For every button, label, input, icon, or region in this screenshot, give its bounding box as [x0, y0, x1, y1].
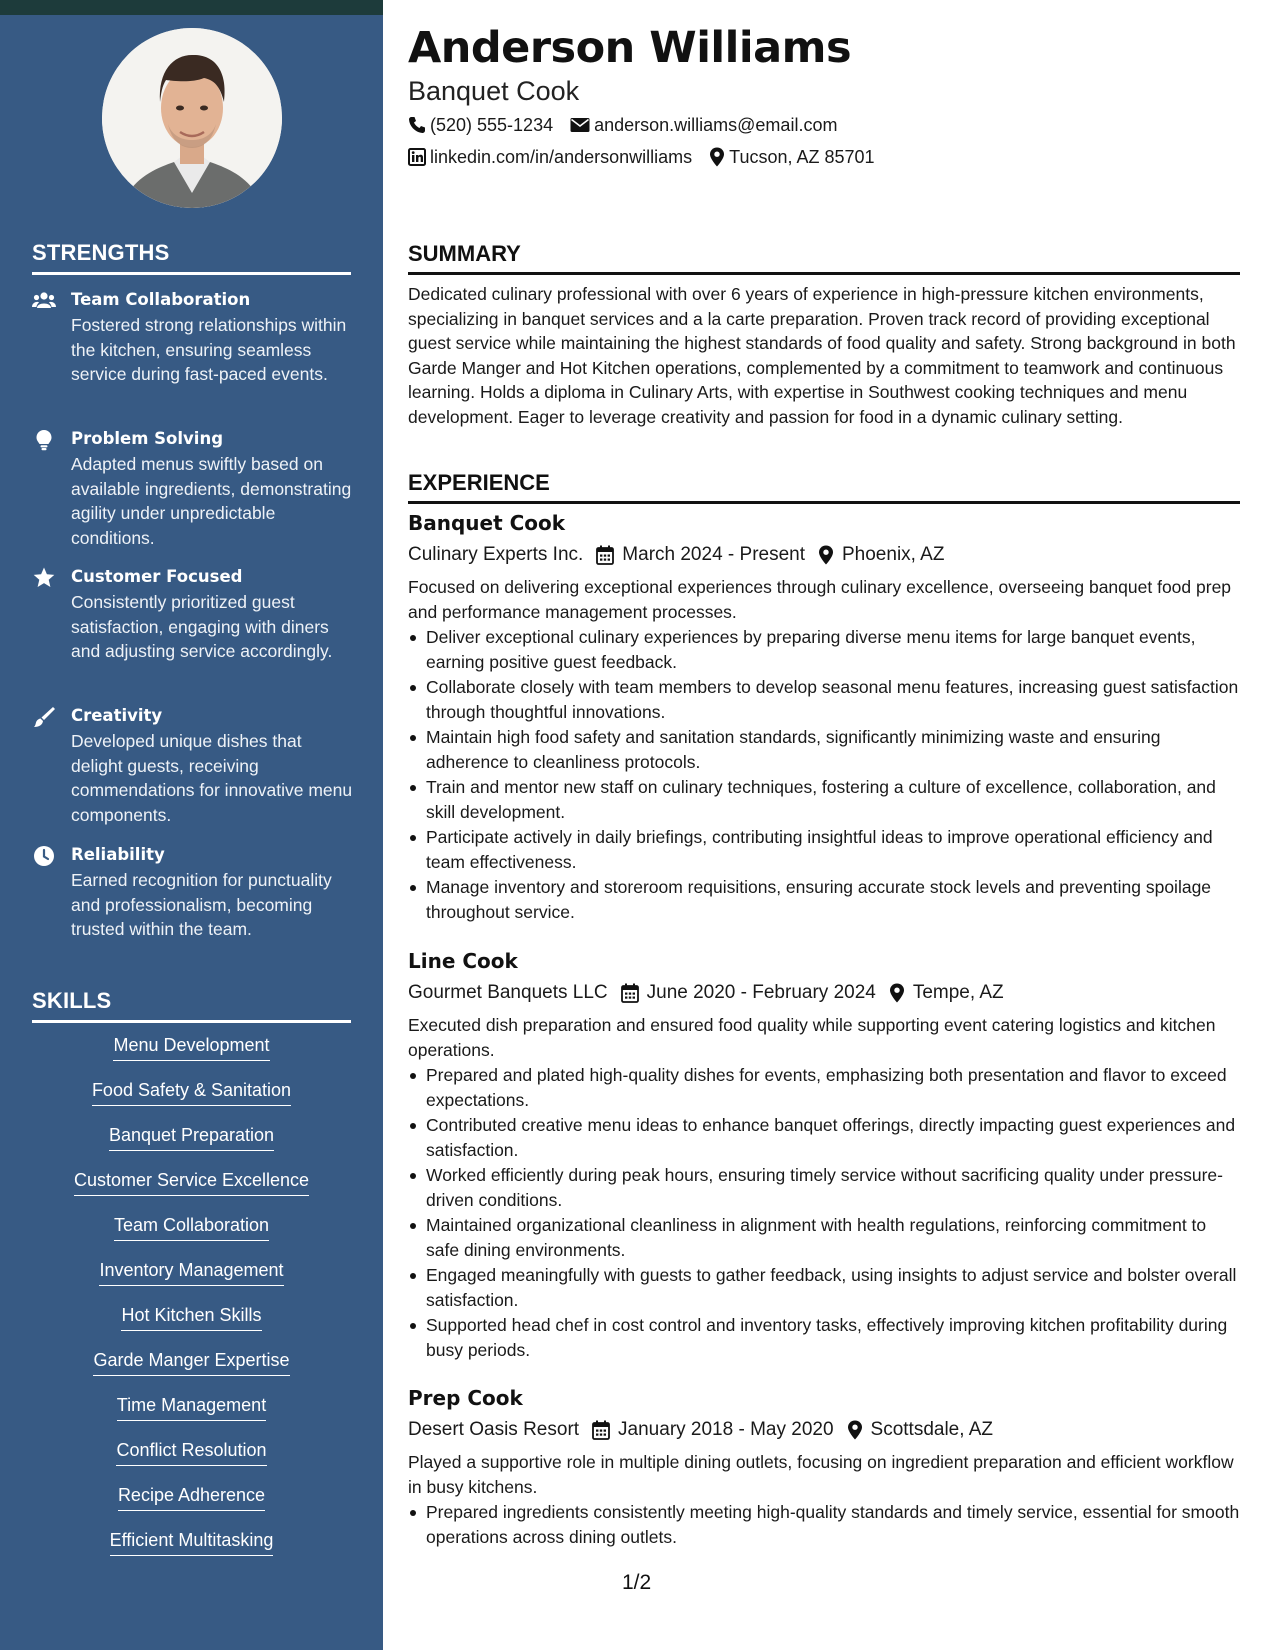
skills-list	[32, 1033, 351, 1573]
strength-desc: Fostered strong relationships within the kitchen, ensuring seamless service during fast-paced events.	[71, 315, 347, 384]
summary-heading: SUMMARY	[408, 241, 1240, 275]
strength-title: Team Collaboration	[71, 290, 251, 309]
linkedin-contact[interactable]	[408, 145, 692, 169]
phone-contact[interactable]	[408, 113, 553, 137]
location-pin-icon	[818, 545, 834, 565]
location-pin-icon	[889, 983, 905, 1003]
contact-row	[408, 113, 854, 137]
bullet-item: Maintain high food safety and sanitation standards, significantly minimizing waste and ensuring adherence to cleanliness protocols.	[426, 725, 1240, 774]
page-number: 1/2	[622, 1571, 652, 1594]
job-title: Prep Cook	[408, 1386, 523, 1410]
job-location: Phoenix, AZ	[842, 544, 945, 565]
skill-item: Team Collaboration	[114, 1213, 269, 1241]
users-icon	[32, 290, 56, 312]
profile-photo	[102, 28, 282, 208]
bullet-item: Collaborate closely with team members to develop seasonal menu features, increasing guest satisfaction through thoughtful innovations.	[426, 675, 1240, 724]
strength-desc: Adapted menus swiftly based on available ingredients, demonstrating agility under unpredictable conditions.	[71, 454, 352, 548]
job-location-group	[847, 1415, 994, 1445]
job-description: Executed dish preparation and ensured food quality while supporting event catering logistics and kitchen operations.	[408, 1015, 1216, 1060]
strengths-heading: STRENGTHS	[32, 240, 351, 275]
email-text: anderson.williams@email.com	[594, 115, 838, 135]
bullet-item: Engaged meaningfully with guests to gather feedback, using insights to adjust service and bolster overall satisfaction.	[426, 1263, 1240, 1312]
skill-item: Efficient Multitasking	[110, 1528, 274, 1556]
bullet-item: Participate actively in daily briefings, contributing insightful ideas to improve operational efficiency and team effectiveness.	[426, 825, 1240, 874]
job-entry	[408, 509, 1240, 925]
contact-row-2	[408, 145, 892, 169]
candidate-name: Anderson Williams	[408, 23, 852, 73]
strength-title: Customer Focused	[71, 567, 243, 586]
job-dates: June 2020 - February 2024	[646, 982, 876, 1003]
job-meta	[408, 1415, 1240, 1445]
strength-desc: Developed unique dishes that delight guests, receiving commendations for innovative menu components.	[71, 731, 353, 825]
location-text: Tucson, AZ 85701	[729, 147, 875, 167]
bullet-item: Train and mentor new staff on culinary techniques, fostering a culture of excellence, collaboration, and skill development.	[426, 775, 1240, 824]
email-contact[interactable]	[570, 113, 837, 137]
job-title: Line Cook	[408, 949, 518, 973]
job-location-group	[818, 540, 944, 570]
strength-desc: Consistently prioritized guest satisfaction, engaging with diners and adjusting service accordingly.	[71, 592, 333, 661]
job-dates-group	[592, 1415, 833, 1445]
summary-text: Dedicated culinary professional with over 6 years of experience in high-pressure kitchen environments, specializing in banquet services and a la carte preparation. Proven track record of providing exceptional guest service while maintaining the highest standards of food quality and safety. Strong background in both Garde Manger and Hot Kitchen operations, complemented by a commitment to teamwork and continuous learning. Holds a diploma in Culinary Arts, with expertise in Southwest cooking techniques and menu development. Eager to leverage creativity and passion for food in a dynamic culinary setting.	[408, 284, 1236, 427]
skill-item: Hot Kitchen Skills	[121, 1303, 261, 1331]
job-company: Culinary Experts Inc.	[408, 544, 584, 565]
bullet-item: Deliver exceptional culinary experiences by preparing diverse menu items for large banquet events, earning positive guest feedback.	[426, 625, 1240, 674]
location-pin-icon	[847, 1420, 863, 1440]
skill-item: Banquet Preparation	[109, 1123, 274, 1151]
job-title: Banquet Cook	[408, 511, 566, 535]
skill-item: Conflict Resolution	[116, 1438, 266, 1466]
strength-desc: Earned recognition for punctuality and professionalism, becoming trusted within the team.	[71, 870, 332, 939]
bullet-item: Contributed creative menu ideas to enhance banquet offerings, directly impacting guest experiences and satisfaction.	[426, 1113, 1240, 1162]
job-bullets	[408, 625, 1240, 924]
bullet-item: Worked efficiently during peak hours, ensuring timely service without sacrificing quality under pressure-driven conditions.	[426, 1163, 1240, 1212]
bullet-item: Prepared ingredients consistently meeting high-quality standards and timely service, essential for smooth operations across dining outlets.	[426, 1500, 1240, 1549]
phone-icon	[408, 116, 426, 134]
linkedin-text: linkedin.com/in/andersonwilliams	[430, 147, 693, 167]
job-location: Scottsdale, AZ	[870, 1419, 994, 1440]
job-location-group	[889, 978, 1004, 1008]
job-meta	[408, 978, 1240, 1008]
bullet-item: Supported head chef in cost control and inventory tasks, effectively improving kitchen profitability during busy periods.	[426, 1313, 1240, 1362]
sidebar	[0, 0, 383, 1650]
job-dates-group	[621, 978, 876, 1008]
lightbulb-icon	[32, 429, 56, 451]
strength-title: Reliability	[71, 845, 165, 864]
calendar-icon	[621, 983, 639, 1003]
job-dates: March 2024 - Present	[622, 544, 805, 565]
job-description: Played a supportive role in multiple dining outlets, focusing on ingredient preparation and efficient workflow in busy kitchens.	[408, 1452, 1234, 1497]
star-icon	[32, 567, 56, 589]
sidebar-top-bar	[0, 0, 383, 15]
bullet-item: Prepared and plated high-quality dishes for events, emphasizing both presentation and flavor to exceed expectations.	[426, 1063, 1240, 1112]
bullet-item: Maintained organizational cleanliness in alignment with health regulations, reinforcing commitment to safe dining environments.	[426, 1213, 1240, 1262]
calendar-icon	[596, 545, 614, 565]
job-bullets	[408, 1500, 1240, 1549]
linkedin-icon	[408, 148, 426, 166]
location-contact	[709, 145, 874, 169]
skill-item: Garde Manger Expertise	[93, 1348, 289, 1376]
skill-item: Time Management	[117, 1393, 266, 1421]
job-entry	[408, 947, 1240, 1363]
job-company: Desert Oasis Resort	[408, 1419, 580, 1440]
skills-heading: SKILLS	[32, 988, 351, 1023]
job-description: Focused on delivering exceptional experiences through culinary excellence, overseeing banquet food prep and performance management processes.	[408, 577, 1232, 622]
avatar	[102, 28, 282, 208]
job-dates: January 2018 - May 2020	[618, 1419, 834, 1440]
calendar-icon	[592, 1420, 610, 1440]
email-icon	[570, 117, 590, 133]
job-dates-group	[596, 540, 805, 570]
job-company: Gourmet Banquets LLC	[408, 982, 608, 1003]
skill-item: Food Safety & Sanitation	[92, 1078, 291, 1106]
skill-item: Inventory Management	[99, 1258, 283, 1286]
job-entry	[408, 1384, 1240, 1550]
phone-text: (520) 555-1234	[430, 115, 554, 135]
brush-icon	[32, 706, 56, 728]
job-meta	[408, 540, 1240, 570]
candidate-title: Banquet Cook	[408, 76, 580, 106]
skill-item: Menu Development	[113, 1033, 269, 1061]
location-pin-icon	[709, 147, 725, 167]
strength-title: Problem Solving	[71, 429, 224, 448]
job-bullets	[408, 1063, 1240, 1362]
bullet-item: Manage inventory and storeroom requisitions, ensuring accurate stock levels and preventing spoilage throughout service.	[426, 875, 1240, 924]
skill-item: Recipe Adherence	[118, 1483, 265, 1511]
job-location: Tempe, AZ	[912, 982, 1004, 1003]
clock-icon	[32, 845, 56, 867]
skill-item: Customer Service Excellence	[74, 1168, 309, 1196]
strength-title: Creativity	[71, 706, 163, 725]
experience-heading: EXPERIENCE	[408, 470, 1240, 504]
